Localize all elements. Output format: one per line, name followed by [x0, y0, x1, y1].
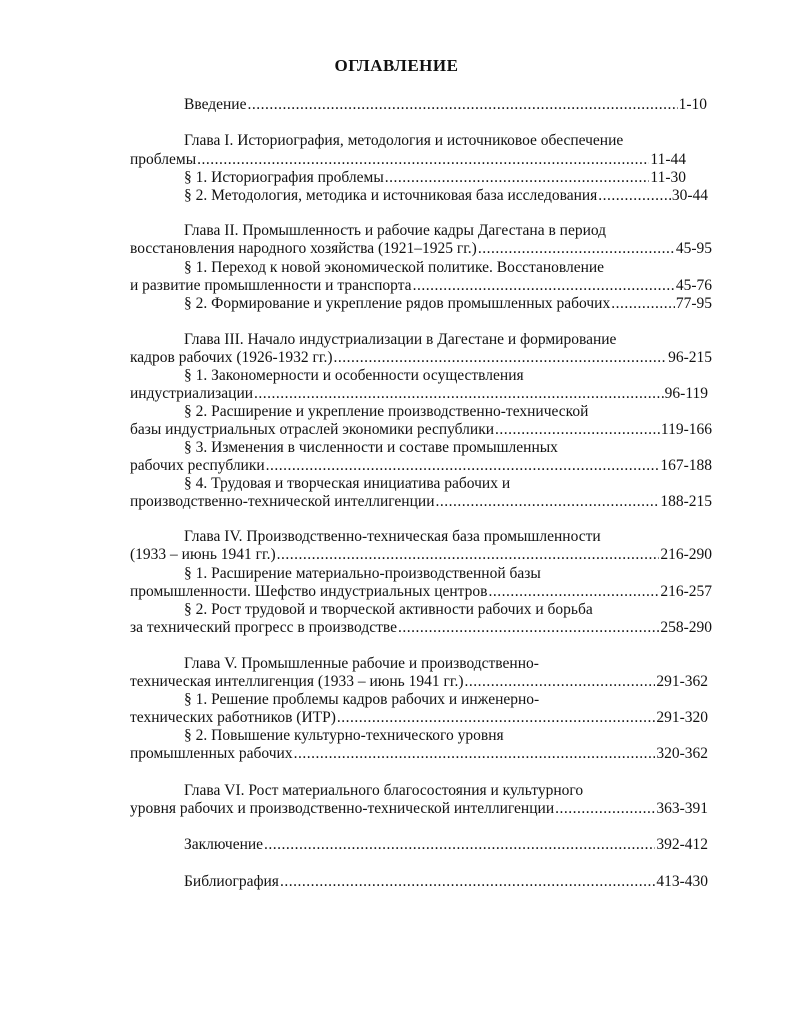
chapter-3-section-3: рабочих республики ..... 167-188 — [130, 456, 712, 475]
chapter-5-section-2-heading: § 2. Повышение культурно-технического уровня — [184, 727, 504, 744]
chapter-3-heading: Глава III. Начало индустриализации в Дагестане и формирование — [184, 331, 617, 348]
page-title: ОГЛАВЛЕНИЕ — [334, 56, 459, 75]
chapter-3-section-4-heading: § 4. Трудовая и творческая инициатива рабочих и — [184, 475, 511, 492]
chapter-5-entry: техническая интеллигенция (1933 – июнь 1941 гг.) ..... 291-362 — [130, 672, 708, 691]
chapter-4-section-2: за технический прогресс в производстве ..... 258-290 — [130, 618, 712, 637]
chapter-5-heading: Глава V. Промышленные рабочие и производственно- — [184, 655, 539, 672]
chapter-3-section-2: базы индустриальных отраслей экономики республики ..... 119-166 — [130, 420, 712, 439]
chapter-3-section-1-heading: § 1. Закономерности и особенности осуществления — [184, 367, 524, 384]
chapter-3-section-4: производственно-технической интеллигенции ..... 188-215 — [130, 492, 712, 511]
chapter-4-section-1: промышленности. Шефство индустриальных центров ..... 216-257 — [130, 582, 712, 601]
chapter-5-section-1: технических работников (ИТР) ..... 291-320 — [130, 708, 708, 727]
chapter-3-section-2-heading: § 2. Расширение и укрепление производственно-технической — [184, 403, 589, 420]
chapter-2-entry: восстановления народного хозяйства (1921–1925 гг.) ..... 45-95 — [130, 239, 712, 258]
toc-entry-bibliography: Библиография ..... 413-430 — [184, 872, 708, 891]
chapter-2-heading: Глава II. Промышленность и рабочие кадры Дагестана в период — [184, 222, 607, 239]
toc-entry-intro: Введение ..... 1-10 — [184, 95, 707, 114]
chapter-1-section-2: § 2. Методология, методика и источниковая база исследования ..... 30-44 — [184, 186, 708, 205]
chapter-2-section-2: § 2. Формирование и укрепление рядов промышленных рабочих ..... 77-95 — [184, 294, 712, 313]
chapter-4-entry: (1933 – июнь 1941 гг.) ..... 216-290 — [130, 545, 712, 564]
chapter-2-section-1: и развитие промышленности и транспорта ..... 45-76 — [130, 276, 712, 295]
chapter-5-section-2: промышленных рабочих ..... 320-362 — [130, 744, 708, 763]
chapter-3-section-1: индустриализации ..... 96-119 — [130, 384, 708, 403]
chapter-4-section-1-heading: § 1. Расширение материально-производственной базы — [184, 565, 541, 582]
chapter-1-entry: проблемы ..... 11-44 — [130, 150, 686, 169]
chapter-3-section-3-heading: § 3. Изменения в численности и составе промышленных — [184, 439, 558, 456]
chapter-4-section-2-heading: § 2. Рост трудовой и творческой активности рабочих и борьба — [184, 601, 593, 618]
chapter-2-section-1-heading: § 1. Переход к новой экономической политике. Восстановление — [184, 259, 605, 276]
chapter-6-heading: Глава VI. Рост материального благосостояния и культурного — [184, 782, 584, 799]
chapter-1-section-1: § 1. Историография проблемы ..... 11-30 — [184, 168, 686, 187]
toc-entry-conclusion: Заключение ..... 392-412 — [184, 835, 708, 854]
chapter-5-section-1-heading: § 1. Решение проблемы кадров рабочих и инженерно- — [184, 691, 540, 708]
chapter-6-entry: уровня рабочих и производственно-технической интеллигенции ..... 363-391 — [130, 799, 708, 818]
chapter-3-entry: кадров рабочих (1926-1932 гг.) ..... 96-215 — [130, 348, 712, 367]
chapter-1-heading: Глава I. Историография, методология и источниковое обеспечение — [184, 132, 624, 149]
chapter-4-heading: Глава IV. Производственно-техническая база промышленности — [184, 528, 601, 545]
